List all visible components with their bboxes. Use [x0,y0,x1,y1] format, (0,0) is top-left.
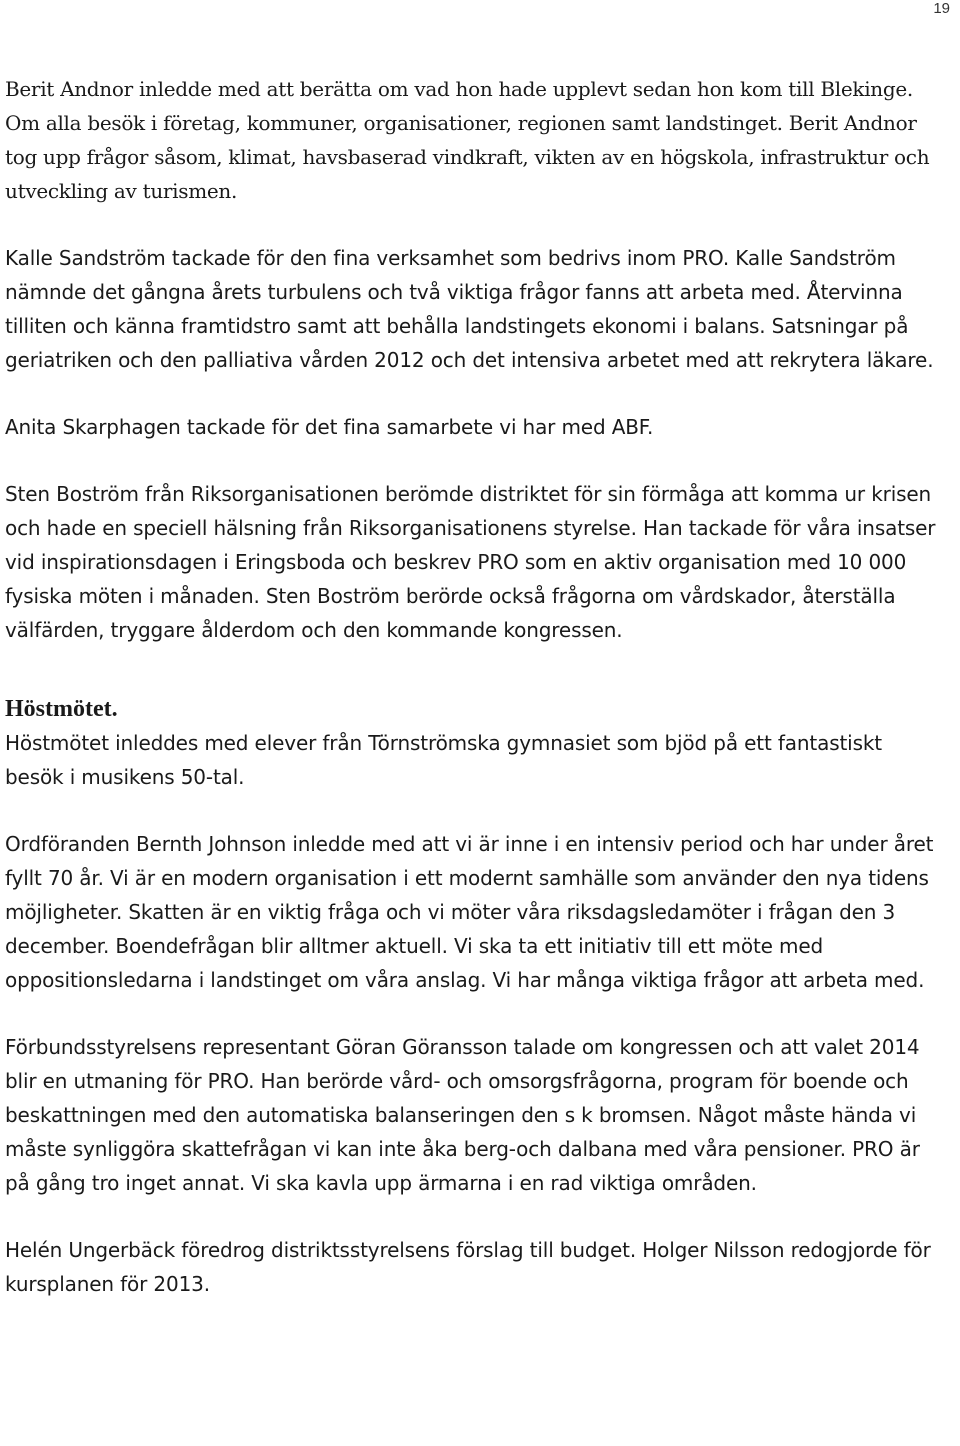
paragraph-goran-goransson: Förbundsstyrelsens representant Göran Göransson talade om kongressen och att valet 2014 blir en utmaning för PRO. Han berörde vård- och omsorgsfrågorna, program för boende och beskattningen med den automatiska balanseringen den s k bromsen. Något måste hända vi måste synliggöra skattefrågan vi kan inte åka berg-och dalbana med våra pensioner. PRO är på gång tro inget annat. Vi ska kavla upp ärmarna i en rad viktiga områden. [5,1035,920,1195]
document-body [5,72,945,1301]
paragraph-kalle-sandstrom: Kalle Sandström tackade för den fina verksamhet som bedrivs inom PRO. Kalle Sandström nämnde det gångna årets turbulens och två viktiga frågor fanns att arbeta med. Återvinna tilliten och känna framtidstro samt att behålla landstingets ekonomi i balans. Satsningar på geriatriken och den palliativa vården 2012 och det intensiva arbetet med att rekrytera läkare. [5,246,934,372]
paragraph-sten-bostrom: Sten Boström från Riksorganisationen berömde distriktet för sin förmåga att komma ur krisen och hade en speciell hälsning från Riksorganisationens styrelse. Han tackade för våra insatser vid inspirationsdagen i Eringsboda och beskrev PRO som en aktiv organisation med 10 000 fysiska möten i månaden. Sten Boström berörde också frågorna om vårdskador, återställa välfärden, tryggare ålderdom och den kommande kongressen. [5,482,936,642]
paragraph-berit-andnor: Berit Andnor inledde med att berätta om vad hon hade upplevt sedan hon kom till Blekinge. Om alla besök i företag, kommuner, organisationer, regionen samt landstinget. Berit Andnor tog upp frågor såsom, klimat, havsbaserad vindkraft, vikten av en högskola, infrastruktur och utveckling av turismen. [5,77,930,203]
section-heading-hostmotet: Höstmötet. [5,696,118,722]
paragraph-bernth-johnson: Ordföranden Bernth Johnson inledde med att vi är inne i en intensiv period och har under året fyllt 70 år. Vi är en modern organisation i ett modernt samhälle som använder den nya tidens möjligheter. Skatten är en viktig fråga och vi möter våra riksdagsledamöter i frågan den 3 december. Boendefrågan blir alltmer aktuell. Vi ska ta ett initiativ till ett möte med oppositionsledarna i landstinget om våra anslag. Vi har många viktiga frågor att arbeta med. [5,832,934,992]
paragraph-anita-skarphagen: Anita Skarphagen tackade för det fina samarbete vi har med ABF. [5,415,654,439]
page-number: 19 [933,0,950,17]
paragraph-hostmotet-intro: Höstmötet inleddes med elever från Törnströmska gymnasiet som bjöd på ett fantastiskt besök i musikens 50-tal. [5,731,882,789]
paragraph-helen-ungerback: Helén Ungerbäck föredrog distriktsstyrelsens förslag till budget. Holger Nilsson redogjorde för kursplanen för 2013. [5,1238,931,1296]
